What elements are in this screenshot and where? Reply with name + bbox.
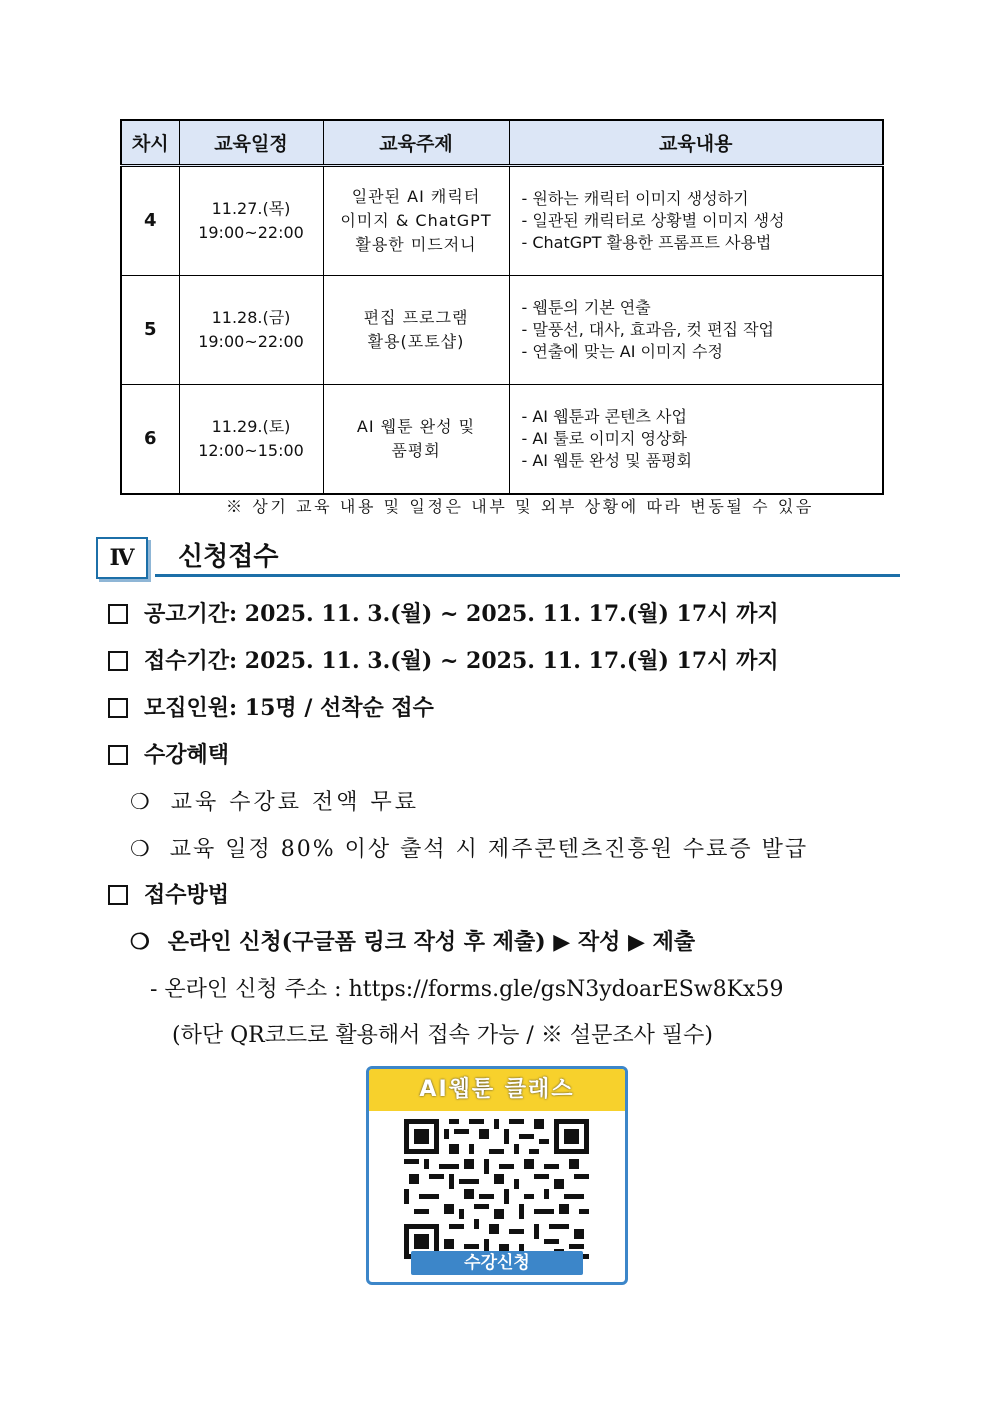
- method-online-item: [130, 925, 695, 956]
- header-session: 차시: [121, 120, 179, 166]
- qr-card[interactable]: [366, 1066, 628, 1285]
- session-topic: [323, 276, 509, 385]
- section-number-box: Ⅳ: [96, 537, 148, 579]
- method-address-item: [150, 972, 783, 1003]
- session-time: 19:00~22:00: [198, 332, 304, 351]
- section-title: 신청접수: [178, 542, 279, 572]
- circle-bullet-icon: ❍: [130, 929, 150, 955]
- session-schedule: [179, 385, 323, 495]
- session-content: [509, 276, 883, 385]
- content-line: - AI 웹툰 완성 및 품평회: [521, 451, 693, 470]
- session-content: [509, 166, 883, 276]
- method-qr-note-item: [172, 1018, 713, 1049]
- table-header-row: [121, 120, 883, 166]
- section-underline: [155, 574, 900, 577]
- content-line: - AI 툴로 이미지 영상화: [521, 429, 687, 448]
- apply-button[interactable]: 수강신청: [411, 1251, 583, 1275]
- checkbox-square-icon: [108, 604, 128, 624]
- content-line: - ChatGPT 활용한 프롬프트 사용법: [521, 233, 772, 252]
- qr-code-icon[interactable]: [404, 1119, 589, 1259]
- schedule-table: [120, 119, 884, 495]
- table-row: [121, 166, 883, 276]
- qr-card-title: AI웹툰 클래스: [369, 1069, 625, 1111]
- method-title-item: [108, 878, 229, 909]
- method-qr-note-text: (하단 QR코드로 활용해서 접속 가능 / ※ 설문조사 필수): [172, 1023, 713, 1048]
- session-date: 11.27.(목): [211, 199, 291, 218]
- header-topic: 교육주제: [323, 120, 509, 166]
- content-line: - AI 웹툰과 콘텐츠 사업: [521, 407, 687, 426]
- benefit-title-text: 수강혜택: [144, 742, 230, 768]
- benefit-title-item: [108, 738, 229, 769]
- content-line: - 원하는 캐릭터 이미지 생성하기: [521, 189, 749, 208]
- header-schedule: 교육일정: [179, 120, 323, 166]
- topic-line: 활용한 미드저니: [355, 235, 477, 254]
- content-line: - 웹툰의 기본 연출: [521, 298, 651, 317]
- content-line: - 연출에 맞는 AI 이미지 수정: [521, 342, 723, 361]
- receipt-period-item: [108, 644, 779, 675]
- notice-period-text: 공고기간: 2025. 11. 3.(월) ~ 2025. 11. 17.(월) 17시 까지: [144, 601, 779, 627]
- method-title-text: 접수방법: [144, 882, 230, 908]
- header-content: 교육내용: [509, 120, 883, 166]
- session-date: 11.29.(토): [211, 417, 291, 436]
- recruit-text: 모집인원: 15명 / 선착순 접수: [144, 695, 434, 721]
- topic-line: 활용(포토샵): [367, 332, 465, 351]
- topic-line: 일관된 AI 캐릭터: [351, 187, 481, 206]
- session-number: 5: [121, 276, 179, 385]
- session-schedule: [179, 276, 323, 385]
- topic-line: 이미지 & ChatGPT: [340, 211, 492, 230]
- session-time: 12:00~15:00: [198, 441, 304, 460]
- session-time: 19:00~22:00: [198, 223, 304, 242]
- session-schedule: [179, 166, 323, 276]
- topic-line: AI 웹툰 완성 및: [356, 417, 476, 436]
- schedule-note: ※ 상기 교육 내용 및 일정은 내부 및 외부 상황에 따라 변동될 수 있음: [226, 497, 814, 516]
- circle-bullet-icon: ❍: [130, 837, 152, 862]
- session-number: 6: [121, 385, 179, 495]
- method-online-text: 온라인 신청(구글폼 링크 작성 후 제출) ▶ 작성 ▶ 제출: [167, 929, 696, 955]
- checkbox-square-icon: [108, 698, 128, 718]
- receipt-period-text: 접수기간: 2025. 11. 3.(월) ~ 2025. 11. 17.(월) 17시 까지: [144, 648, 779, 674]
- checkbox-square-icon: [108, 745, 128, 765]
- notice-period-item: [108, 597, 779, 628]
- method-address-text: - 온라인 신청 주소 : https://forms.gle/gsN3ydoarESw8Kx59: [150, 977, 784, 1002]
- topic-line: 품평회: [391, 441, 441, 460]
- benefit-text: 교육 일정 80% 이상 출석 시 제주콘텐츠진흥원 수료증 발급: [169, 837, 809, 862]
- checkbox-square-icon: [108, 885, 128, 905]
- checkbox-square-icon: [108, 651, 128, 671]
- circle-bullet-icon: ❍: [130, 790, 153, 815]
- topic-line: 편집 프로그램: [363, 308, 469, 327]
- content-line: - 말풍선, 대사, 효과음, 컷 편집 작업: [521, 320, 774, 339]
- table-row: [121, 385, 883, 495]
- session-date: 11.28.(금): [211, 308, 291, 327]
- table-row: [121, 276, 883, 385]
- benefit-item: [130, 785, 419, 816]
- session-topic: [323, 166, 509, 276]
- session-topic: [323, 385, 509, 495]
- benefit-text: 교육 수강료 전액 무료: [170, 790, 419, 815]
- benefit-item: [130, 832, 808, 863]
- recruit-item: [108, 691, 434, 722]
- session-content: [509, 385, 883, 495]
- content-line: - 일관된 캐릭터로 상황별 이미지 생성: [521, 211, 785, 230]
- session-number: 4: [121, 166, 179, 276]
